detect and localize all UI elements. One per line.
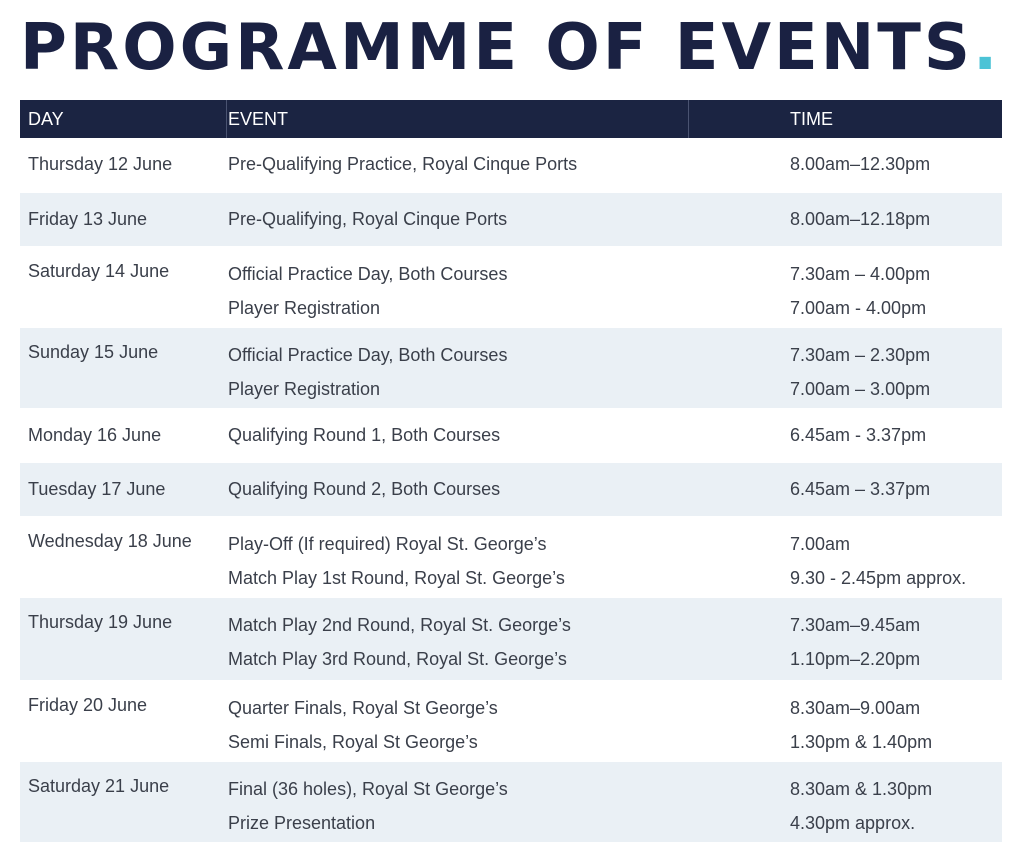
row-times xyxy=(790,338,930,406)
table-row xyxy=(20,463,1002,517)
title-accent-dot: . xyxy=(973,11,1001,85)
page-title-text: PROGRAMME OF EVENTS xyxy=(20,11,973,85)
row-day: Thursday 12 June xyxy=(28,154,173,174)
row-times xyxy=(790,691,932,759)
row-times xyxy=(790,257,930,325)
event-time: 8.00am–12.18pm xyxy=(790,208,931,229)
table-row xyxy=(20,517,1002,598)
row-day: Monday 16 June xyxy=(28,424,162,445)
row-times xyxy=(790,772,932,840)
event-time: 8.00am–12.30pm xyxy=(790,154,931,174)
row-events xyxy=(228,479,500,500)
event-name: Qualifying Round 2, Both Courses xyxy=(228,478,501,499)
header-day: DAY xyxy=(28,109,64,129)
event-name: Official Practice Day, Both Courses xyxy=(228,345,508,365)
row-events xyxy=(228,338,507,406)
event-name: Pre-Qualifying Practice, Royal Cinque Ports xyxy=(228,154,578,174)
event-name: Player Registration xyxy=(228,379,381,399)
page-title xyxy=(20,6,1000,90)
row-events xyxy=(228,425,500,446)
table-row xyxy=(20,247,1002,328)
event-time: 6.45am - 3.37pm xyxy=(790,424,927,445)
row-day: Friday 13 June xyxy=(28,208,148,229)
row-day: Friday 20 June xyxy=(28,695,148,715)
event-time: 7.30am–9.45am xyxy=(790,615,921,635)
row-day: Saturday 21 June xyxy=(28,776,170,796)
event-time: 1.10pm–2.20pm xyxy=(790,649,921,669)
header-time: TIME xyxy=(790,109,833,129)
event-name: Match Play 2nd Round, Royal St. George’s xyxy=(228,615,571,635)
event-time: 6.45am – 3.37pm xyxy=(790,478,931,499)
event-time: 7.30am – 2.30pm xyxy=(790,345,931,365)
table-header xyxy=(20,100,1002,138)
event-name: Official Practice Day, Both Courses xyxy=(228,264,508,284)
event-name: Play-Off (If required) Royal St. George’s xyxy=(228,534,547,554)
row-events xyxy=(228,772,508,840)
event-time: 8.30am & 1.30pm xyxy=(790,779,933,799)
table-body xyxy=(20,138,1002,843)
row-times xyxy=(790,209,930,230)
header-divider xyxy=(226,100,227,138)
row-events xyxy=(228,257,507,325)
row-times xyxy=(790,154,930,175)
row-day: Saturday 14 June xyxy=(28,261,170,281)
table-row xyxy=(20,681,1002,762)
row-day: Thursday 19 June xyxy=(28,612,173,632)
event-name: Prize Presentation xyxy=(228,813,376,833)
row-day: Tuesday 17 June xyxy=(28,478,166,499)
event-name: Match Play 1st Round, Royal St. George’s xyxy=(228,568,565,588)
event-time: 7.00am – 3.00pm xyxy=(790,379,931,399)
event-time: 7.00am - 4.00pm xyxy=(790,298,927,318)
row-events xyxy=(228,691,498,759)
event-name: Match Play 3rd Round, Royal St. George’s xyxy=(228,649,567,669)
event-name: Qualifying Round 1, Both Courses xyxy=(228,424,501,445)
row-events xyxy=(228,527,565,595)
event-time: 7.00am xyxy=(790,534,851,554)
table-row xyxy=(20,762,1002,843)
row-times xyxy=(790,608,920,676)
row-events xyxy=(228,209,507,230)
table-row xyxy=(20,138,1002,193)
header-divider xyxy=(688,100,689,138)
event-time: 8.30am–9.00am xyxy=(790,698,921,718)
row-times xyxy=(790,479,930,500)
events-table xyxy=(20,100,1002,843)
event-time: 7.30am – 4.00pm xyxy=(790,264,931,284)
row-events xyxy=(228,608,571,676)
event-time: 1.30pm & 1.40pm xyxy=(790,732,933,752)
row-day: Wednesday 18 June xyxy=(28,531,192,551)
header-event: EVENT xyxy=(228,109,289,129)
event-name: Pre-Qualifying, Royal Cinque Ports xyxy=(228,208,508,229)
event-time: 9.30 - 2.45pm approx. xyxy=(790,568,967,588)
row-day: Sunday 15 June xyxy=(28,342,159,362)
event-name: Semi Finals, Royal St George’s xyxy=(228,732,478,752)
row-times xyxy=(790,425,926,446)
event-name: Quarter Finals, Royal St George’s xyxy=(228,698,498,718)
row-events xyxy=(228,154,577,175)
event-time: 4.30pm approx. xyxy=(790,813,916,833)
row-times xyxy=(790,527,966,595)
table-row xyxy=(20,328,1002,409)
table-row xyxy=(20,409,1002,463)
table-row xyxy=(20,193,1002,247)
table-row xyxy=(20,598,1002,681)
event-name: Final (36 holes), Royal St George’s xyxy=(228,779,508,799)
event-name: Player Registration xyxy=(228,298,381,318)
